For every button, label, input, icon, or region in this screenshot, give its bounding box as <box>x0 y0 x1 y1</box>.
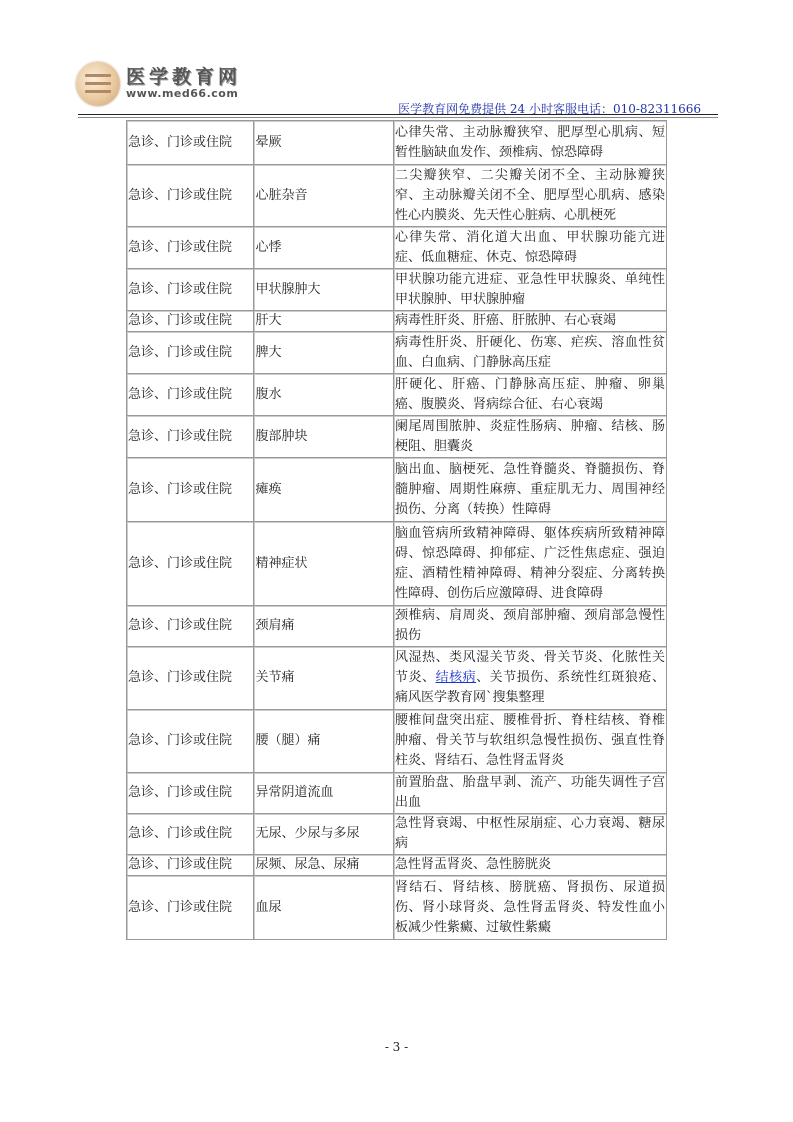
table-row <box>127 522 667 606</box>
setting-cell: 急诊、门诊或住院 <box>127 876 254 940</box>
diseases-cell: 病毒性肝炎、肝硬化、伤寒、疟疾、溶血性贫血、白血病、门静脉高压症 <box>394 332 667 374</box>
setting-cell: 急诊、门诊或住院 <box>127 269 254 311</box>
symptom-cell: 心悸 <box>254 227 394 269</box>
table-row <box>127 416 667 458</box>
diseases-cell: 急性肾盂肾炎、急性膀胱炎 <box>394 855 667 876</box>
symptom-cell: 血尿 <box>254 876 394 940</box>
symptom-cell: 腹部肿块 <box>254 416 394 458</box>
diseases-text: 、关节损伤、系统性红斑狼疮、痛风医学教育网`搜集整理 <box>394 670 665 705</box>
symptom-cell: 关节痛 <box>254 647 394 710</box>
table-row <box>127 855 667 876</box>
diseases-text: 风湿热、类风湿关节炎、骨关节炎、化脓性关节炎、 <box>394 650 665 685</box>
setting-cell: 急诊、门诊或住院 <box>127 647 254 710</box>
setting-cell: 急诊、门诊或住院 <box>127 773 254 814</box>
diseases-cell: 心律失常、消化道大出血、甲状腺功能亢进症、低血糖症、休克、惊恐障碍 <box>394 227 667 269</box>
symptom-cell: 腹水 <box>254 374 394 416</box>
setting-cell: 急诊、门诊或住院 <box>127 814 254 855</box>
setting-cell: 急诊、门诊或住院 <box>127 710 254 773</box>
symptom-cell: 肝大 <box>254 311 394 332</box>
table-row <box>127 710 667 773</box>
diseases-cell: 病毒性肝炎、肝癌、肝脓肿、右心衰竭 <box>394 311 667 332</box>
diseases-cell: 肾结石、肾结核、膀胱癌、肾损伤、尿道损伤、肾小球肾炎、急性肾盂肾炎、特发性血小板减少性紫癜、过敏性紫癜 <box>394 876 667 940</box>
symptom-cell: 颈肩痛 <box>254 606 394 647</box>
symptom-cell: 异常阴道流血 <box>254 773 394 814</box>
header-divider <box>78 114 718 115</box>
table-row <box>127 647 667 710</box>
page-number: - 3 - <box>384 1040 409 1054</box>
diseases-cell: 甲状腺功能亢进症、亚急性甲状腺炎、单纯性甲状腺肿、甲状腺肿瘤 <box>394 269 667 311</box>
setting-cell: 急诊、门诊或住院 <box>127 332 254 374</box>
table-row <box>127 332 667 374</box>
table-row <box>127 269 667 311</box>
tuberculosis-link[interactable]: 结核病 <box>435 670 477 685</box>
diseases-cell: 腰椎间盘突出症、腰椎骨折、脊柱结核、脊椎肿瘤、骨关节与软组织急慢性损伤、强直性脊柱炎、肾结石、急性肾盂肾炎 <box>394 710 667 773</box>
setting-cell: 急诊、门诊或住院 <box>127 121 254 165</box>
diseases-cell: 脑血管病所致精神障碍、躯体疾病所致精神障碍、惊恐障碍、抑郁症、广泛性焦虑症、强迫症、酒精性精神障碍、精神分裂症、分离转换性障碍、创伤后应激障碍、进食障碍 <box>394 522 667 606</box>
diseases-cell <box>394 647 667 710</box>
symptom-cell: 尿频、尿急、尿痛 <box>254 855 394 876</box>
header-divider-thin <box>78 117 718 118</box>
table-row <box>127 606 667 647</box>
setting-cell: 急诊、门诊或住院 <box>127 311 254 332</box>
setting-cell: 急诊、门诊或住院 <box>127 606 254 647</box>
setting-cell: 急诊、门诊或住院 <box>127 227 254 269</box>
symptom-cell: 无尿、少尿与多尿 <box>254 814 394 855</box>
setting-cell: 急诊、门诊或住院 <box>127 458 254 522</box>
symptom-cell: 腰（腿）痛 <box>254 710 394 773</box>
diseases-cell: 前置胎盘、胎盘早剥、流产、功能失调性子宫出血 <box>394 773 667 814</box>
diseases-cell: 颈椎病、肩周炎、颈肩部肿瘤、颈肩部急慢性损伤 <box>394 606 667 647</box>
setting-cell: 急诊、门诊或住院 <box>127 165 254 227</box>
symptom-cell: 精神症状 <box>254 522 394 606</box>
symptom-cell: 瘫痪 <box>254 458 394 522</box>
diseases-cell: 二尖瓣狭窄、二尖瓣关闭不全、主动脉瓣狭窄、主动脉瓣关闭不全、肥厚型心肌病、感染性心内膜炎、先天性心脏病、心肌梗死 <box>394 165 667 227</box>
symptom-cell: 甲状腺肿大 <box>254 269 394 311</box>
setting-cell: 急诊、门诊或住院 <box>127 522 254 606</box>
table-row <box>127 374 667 416</box>
table-row <box>127 121 667 165</box>
table-row <box>127 773 667 814</box>
setting-cell: 急诊、门诊或住院 <box>127 855 254 876</box>
header-notice: 医学教育网免费提供 24 小时客服电话：010-82311666 <box>398 102 701 116</box>
table-row <box>127 458 667 522</box>
diseases-cell: 肝硬化、肝癌、门静脉高压症、肿瘤、卵巢癌、腹膜炎、肾病综合征、右心衰竭 <box>394 374 667 416</box>
symptom-disease-table <box>126 120 667 940</box>
logo-url: www.med66.com <box>126 87 239 100</box>
setting-cell: 急诊、门诊或住院 <box>127 416 254 458</box>
setting-cell: 急诊、门诊或住院 <box>127 374 254 416</box>
diseases-cell: 急性肾衰竭、中枢性尿崩症、心力衰竭、糖尿病 <box>394 814 667 855</box>
table-row <box>127 311 667 332</box>
symptom-cell: 晕厥 <box>254 121 394 165</box>
diseases-cell: 心律失常、主动脉瓣狭窄、肥厚型心肌病、短暂性脑缺血发作、颈椎病、惊恐障碍 <box>394 121 667 165</box>
diseases-cell: 脑出血、脑梗死、急性脊髓炎、脊髓损伤、脊髓肿瘤、周期性麻痹、重症肌无力、周围神经损伤、分离（转换）性障碍 <box>394 458 667 522</box>
logo-emblem-icon <box>76 62 120 106</box>
table-row <box>127 227 667 269</box>
table-row <box>127 165 667 227</box>
logo-title: 医学教育网 <box>126 66 242 88</box>
site-logo <box>76 60 266 110</box>
symptom-cell: 脾大 <box>254 332 394 374</box>
diseases-cell: 阑尾周围脓肿、炎症性肠病、肿瘤、结核、肠梗阻、胆囊炎 <box>394 416 667 458</box>
symptom-cell: 心脏杂音 <box>254 165 394 227</box>
table-row <box>127 814 667 855</box>
table-row <box>127 876 667 940</box>
